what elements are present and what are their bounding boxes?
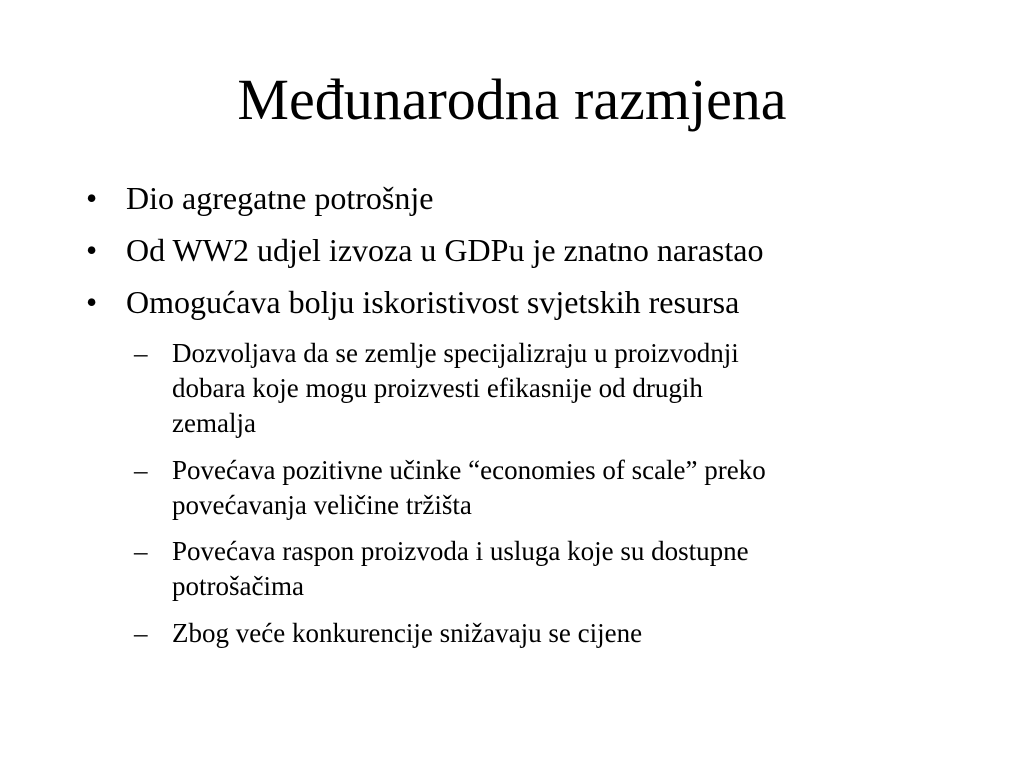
sub-bullet-marker: – [134,455,148,485]
sub-bullet-marker: – [134,536,148,566]
bullet-text: Od WW2 udjel izvoza u GDPu je znatno narastao [126,232,764,268]
sub-bullet-text [172,534,952,604]
sub-bullet-line: Povećava raspon proizvoda i usluga koje su dostupne [172,536,749,566]
sub-bullet-line: Povećava pozitivne učinke “economies of scale” preko [172,455,766,485]
slide-title: Međunarodna razmjena [237,67,787,132]
bullet-text: Dio agregatne potrošnje [126,180,434,216]
sub-bullet-marker: – [134,338,148,368]
sub-bullet-marker: – [134,618,148,648]
bullet-text: Omogućava bolju iskoristivost svjetskih resursa [126,284,740,320]
sub-bullet-text [172,336,952,441]
bullet-marker: • [86,232,98,268]
bullet-marker: • [86,284,98,320]
bullet-marker: • [86,180,98,216]
sub-bullet-line: dobara koje mogu proizvesti efikasnije od drugih [172,373,703,403]
sub-bullet-line: Zbog veće konkurencije snižavaju se cijene [172,618,643,648]
sub-bullet-text [172,616,952,651]
sub-bullet-line: Dozvoljava da se zemlje specijalizraju u proizvodnji [172,338,739,368]
sub-bullet-line: povećavanja veličine tržišta [172,490,472,520]
sub-bullet-line: zemalja [172,408,256,438]
sub-bullet-line: potrošačima [172,571,304,601]
sub-bullet-text [172,453,952,523]
